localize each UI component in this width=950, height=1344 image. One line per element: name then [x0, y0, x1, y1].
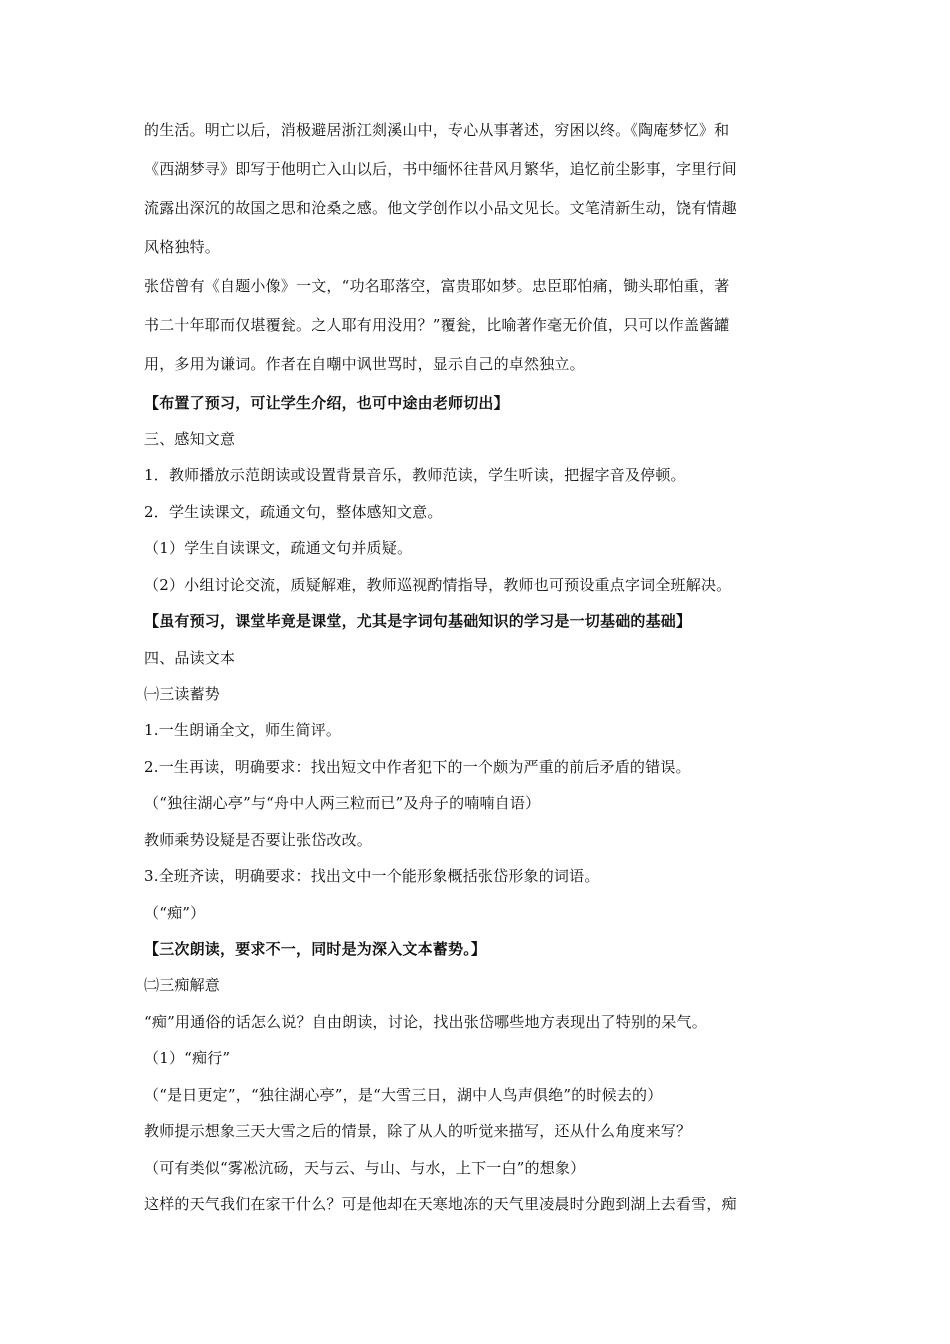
text-line: 《西湖梦寻》即写于他明亡入山以后，书中缅怀往昔风月繁华，追忆前尘影事，字里行间 [144, 160, 737, 178]
text-line: 张岱曾有《自题小像》一文，“功名耶落空，富贵耶如梦。忠臣耶怕痛，锄头耶怕重，著 [144, 277, 730, 295]
text-line: 流露出深沉的故国之思和沧桑之感。他文学创作以小品文见长。文笔清新生动，饶有情趣 [144, 199, 737, 217]
text-line: 3.全班齐读，明确要求：找出文中一个能形象概括张岱形象的词语。 [144, 867, 600, 885]
text-line: “痴”用通俗的话怎么说？自由朗读，讨论，找出张岱哪些地方表现出了特别的呆气。 [144, 1013, 707, 1031]
text-line: （2）小组讨论交流，质疑解难，教师巡视酌情指导，教师也可预设重点字词全班解决。 [144, 576, 732, 594]
teaching-note: 【虽有预习，课堂毕竟是课堂，尤其是字词句基础知识的学习是一切基础的基础】 [144, 612, 692, 630]
text-line: 1.一生朗诵全文，师生简评。 [144, 721, 342, 739]
subsection-heading: ㈠三读蓄势 [144, 685, 221, 703]
teaching-note: 【三次朗读，要求不一，同时是为深入文本蓄势。】 [144, 940, 487, 958]
text-line: 教师乘势设疑是否要让张岱改改。 [144, 831, 373, 849]
section-heading: 三、感知文意 [144, 430, 236, 448]
text-line: 书二十年耶而仅堪覆瓮。之人耶有用没用？”覆瓮，比喻著作毫无价值，只可以作盖酱罐 [144, 316, 730, 334]
teaching-note: 【布置了预习，可让学生介绍，也可中途由老师切出】 [144, 394, 509, 412]
text-line: 风格独特。 [144, 238, 221, 256]
text-line: 2.一生再读，明确要求：找出短文中作者犯下的一个颇为严重的前后矛盾的错误。 [144, 758, 691, 776]
text-line: 的生活。明亡以后，消极避居浙江剡溪山中，专心从事著述，穷困以终。《陶庵梦忆》和 [144, 121, 730, 139]
text-line: 1．教师播放示范朗读或设置背景音乐，教师范读，学生听读，把握字音及停顿。 [144, 466, 686, 484]
text-line: （1）学生自读课文，疏通文句并质疑。 [144, 539, 413, 557]
text-line: （“独往湖心亭”与“舟中人两三粒而已”及舟子的喃喃自语） [144, 794, 541, 812]
text-line: 用，多用为谦词。作者在自嘲中讽世骂时，显示自己的卓然独立。 [144, 355, 585, 373]
text-line: 这样的天气我们在家干什么？可是他却在天寒地冻的天气里凌晨时分跑到湖上去看雪，痴 [144, 1195, 737, 1213]
text-line: （可有类似“雾凇沆砀，天与云、与山、与水，上下一白”的想象） [144, 1159, 586, 1177]
text-line: 教师提示想象三天大雪之后的情景，除了从人的听觉来描写，还从什么角度来写？ [144, 1122, 692, 1140]
subsection-heading: ㈡三痴解意 [144, 976, 221, 994]
text-line: （“是日更定”，“独往湖心亭”，是“大雪三日，湖中人鸟声俱绝”的时候去的） [144, 1086, 663, 1104]
section-heading: 四、品读文本 [144, 649, 236, 667]
text-line: 2．学生读课文，疏通文句，整体感知文意。 [144, 503, 443, 521]
text-line: （1）“痴行” [144, 1049, 231, 1067]
text-line: （“痴”） [144, 904, 206, 922]
